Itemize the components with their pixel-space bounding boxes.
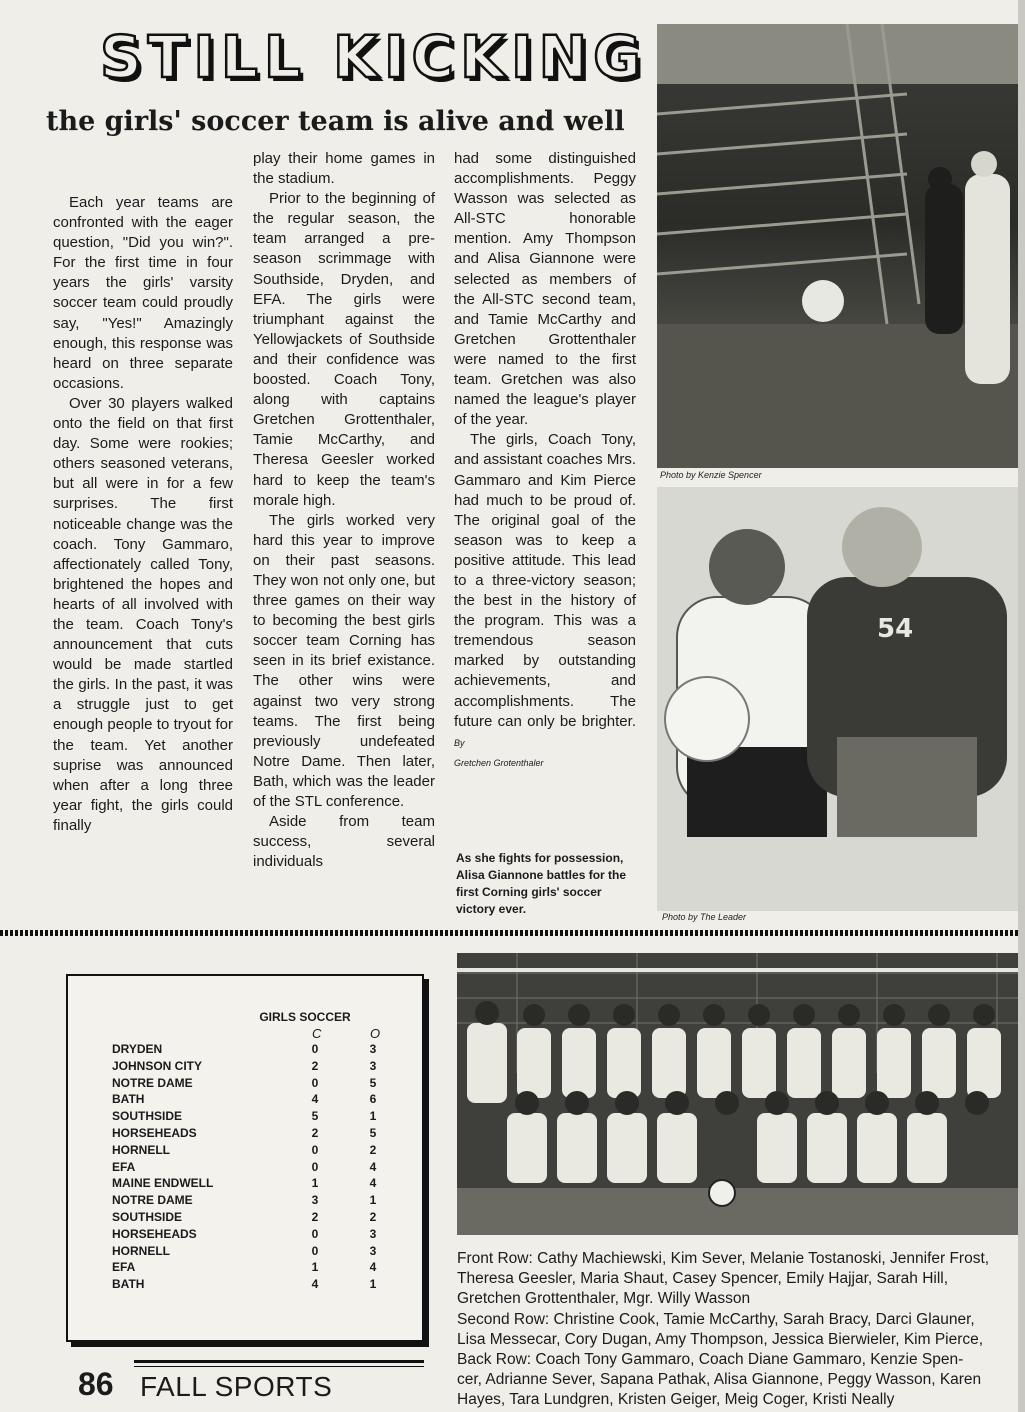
paragraph-continued: play their home games in the stadium. — [253, 150, 435, 188]
score-row — [68, 1176, 422, 1193]
paragraph-continued: had some distinguished accomplishments. Peggy Wasson was selected as All-STC honorable mention. Amy Thompson and Alisa Giannone were selected as members of the All-STC second team, and Tamie McCarthy and Gretchen Grottenthaler were named to the first team. Gretchen was also named the league's player of the year. — [454, 150, 636, 429]
scoreboard-box — [66, 974, 424, 1342]
score-row — [68, 1210, 422, 1227]
paragraph: Aside from team success, several individuals — [253, 813, 435, 871]
photo-credit-bottom: Photo by The Leader — [662, 912, 747, 922]
corning-score: 0 — [311, 1243, 319, 1258]
team-name: EFA — [112, 1159, 136, 1174]
paragraph: Prior to the beginning of the regular season, the team arranged a pre-season scrimmage with Southside, Dryden, and EFA. The girls were triumphant against the Yellowjackets of Southside and their confidence was boosted. Coach Tony, along with captains Gretchen Grottenthaler, Tamie McCarthy, and Theresa Geesler worked hard to keep the team's morale high. — [253, 190, 435, 509]
roster-line: Lisa Messecar, Cory Dugan, Amy Thompson, Jessica Bierwieler, Kim Pierce, — [457, 1330, 984, 1348]
team-roster-caption — [457, 1249, 1025, 1411]
roster-line: Back Row: Coach Tony Gammaro, Coach Diane Gammaro, Kenzie Spen- — [457, 1351, 964, 1369]
opponent-score: 4 — [369, 1176, 377, 1191]
opponent-score: 1 — [369, 1277, 377, 1292]
roster-line: cer, Adrianne Sever, Sapana Pathak, Alisa Giannone, Peggy Wasson, Karen — [457, 1371, 982, 1389]
scoreboard-column-o: O — [370, 1026, 381, 1041]
score-row — [68, 1227, 422, 1244]
action-photo-top — [657, 24, 1021, 468]
roster-line: Theresa Geesler, Maria Shaut, Casey Spencer, Emily Hajjar, Sarah Hill, — [457, 1270, 949, 1288]
roster-line: Hayes, Tara Lundgren, Kristen Geiger, Meig Coger, Kristi Neally — [457, 1391, 895, 1409]
team-name: DRYDEN — [112, 1042, 163, 1056]
roster-line: Second Row: Christine Cook, Tamie McCarthy, Sarah Bracy, Darci Glauner, — [457, 1310, 975, 1328]
score-row — [68, 1160, 422, 1177]
paragraph — [454, 430, 636, 753]
opponent-score: 3 — [369, 1058, 377, 1073]
opponent-score: 3 — [369, 1226, 377, 1241]
opponent-score: 3 — [369, 1042, 377, 1056]
opponent-score: 4 — [369, 1159, 377, 1174]
paragraph: Each year teams are confronted with the eager question, "Did you win?". For the first time in four years the girls' varsity soccer team could proudly say, "Yes!" Amazingly enough, this response was heard on three separate occasions. — [53, 194, 233, 392]
team-name: NOTRE DAME — [112, 1193, 193, 1208]
opponent-score: 1 — [369, 1193, 377, 1208]
opponent-score: 2 — [369, 1142, 377, 1157]
roster-line: Front Row: Cathy Machiewski, Kim Sever, Melanie Tostanoski, Jennifer Frost, — [457, 1250, 990, 1267]
corning-score: 4 — [311, 1277, 319, 1292]
opponent-score: 1 — [369, 1109, 377, 1124]
score-row — [68, 1244, 422, 1261]
opponent-score: 5 — [369, 1075, 377, 1090]
team-name: NOTRE DAME — [112, 1075, 193, 1090]
subheadline: the girls' soccer team is alive and well — [46, 106, 625, 137]
team-name: BATH — [112, 1277, 145, 1292]
team-name: HORNELL — [112, 1142, 170, 1157]
corning-score: 5 — [311, 1109, 319, 1124]
opponent-score: 4 — [369, 1260, 377, 1275]
soccer-ball-icon — [709, 1180, 735, 1206]
score-row — [68, 1277, 422, 1294]
jersey-number: 54 — [877, 614, 914, 644]
page-number: 86 — [78, 1366, 114, 1402]
team-photo — [457, 953, 1021, 1235]
paragraph: Over 30 players walked onto the field on that first day. Some were rookies; others seasoned veterans, but all were in for a few surprises. The first noticeable change was the coach. Tony Gammaro, affectionately called Tony, brightened the hopes and hearts of all involved with the team. Coach Tony's announcement that cuts would be made startled the girls. In the past, it was a struggle just to get enough people to tryout for the team. Yet another suprise was announced when after a long three year fight, the girls could finally — [53, 394, 233, 834]
soccer-action-image — [657, 24, 1021, 468]
soccer-ball-icon — [665, 677, 749, 761]
score-row — [68, 1109, 422, 1126]
article-column-2 — [253, 149, 435, 872]
score-row — [68, 1059, 422, 1076]
corning-score: 2 — [311, 1125, 319, 1140]
opponent-score: 3 — [369, 1243, 377, 1258]
paragraph-text: The girls, Coach Tony, and assistant coaches Mrs. Gammaro and Kim Pierce had much to be proud of. The original goal of the season was to keep a positive attitude. This lead to a three-victory season; the best in the history of the program. This was a tremendous season marked by outstanding achievements, and accomplishments. The future can only be brighter. — [454, 431, 636, 730]
article-column-3 — [454, 149, 636, 773]
score-row — [68, 1092, 422, 1109]
score-row — [68, 1076, 422, 1093]
scoreboard-rows — [68, 1042, 422, 1294]
paragraph: The girls worked very hard this year to improve on their past seasons. They won not only one, but three games on their way to becoming the best girls soccer team Corning has seen in its brief existance. The other wins were against two very strong teams. The first being previously undefeated Notre Dame. Then later, Bath, which was the leader of the STL conference. — [253, 511, 435, 810]
score-row — [68, 1126, 422, 1143]
section-name: FALL SPORTS — [140, 1371, 333, 1402]
corning-score: 1 — [311, 1176, 319, 1191]
dotted-divider — [0, 930, 1025, 936]
corning-score: 4 — [311, 1092, 319, 1107]
article-column-1 — [53, 193, 233, 836]
corning-score: 0 — [311, 1142, 319, 1157]
scoreboard-title: GIRLS SOCCER — [259, 1010, 351, 1024]
corning-score: 2 — [311, 1058, 319, 1073]
team-name: MAINE ENDWELL — [112, 1176, 214, 1191]
corning-score: 0 — [311, 1075, 319, 1090]
corning-score: 3 — [311, 1193, 319, 1208]
ball-possession-image — [657, 487, 1021, 911]
byline-prefix: By — [454, 737, 465, 748]
photo-credit-top: Photo by Kenzie Spencer — [660, 470, 762, 480]
score-row — [68, 1260, 422, 1277]
team-name: JOHNSON CITY — [112, 1058, 203, 1073]
team-name: HORSEHEADS — [112, 1125, 197, 1140]
team-name: HORSEHEADS — [112, 1226, 197, 1241]
corning-score: 1 — [311, 1260, 319, 1275]
team-name: EFA — [112, 1260, 136, 1275]
headline: STILL KICKING — [100, 23, 647, 91]
score-row — [68, 1143, 422, 1160]
opponent-score: 2 — [369, 1209, 377, 1224]
opponent-score: 6 — [369, 1092, 377, 1107]
score-row — [68, 1193, 422, 1210]
team-name: SOUTHSIDE — [112, 1209, 183, 1224]
team-group-image — [457, 953, 1021, 1235]
corning-score: 2 — [311, 1209, 319, 1224]
corning-score: 0 — [311, 1042, 319, 1056]
photo-caption: As she fights for possession, Alisa Giannone battles for the first Corning girls' soccer victory ever. — [456, 851, 627, 916]
byline: Gretchen Grotenthaler — [454, 757, 544, 768]
corning-score: 0 — [311, 1226, 319, 1241]
opponent-score: 5 — [369, 1125, 377, 1140]
team-name: HORNELL — [112, 1243, 170, 1258]
team-name: SOUTHSIDE — [112, 1109, 183, 1124]
page-edge — [1018, 0, 1025, 1412]
soccer-ball-icon — [802, 280, 844, 322]
roster-line: Gretchen Grottenthaler, Mgr. Willy Wasson — [457, 1290, 751, 1308]
corning-score: 0 — [311, 1159, 319, 1174]
team-name: BATH — [112, 1092, 145, 1107]
action-photo-bottom — [657, 487, 1021, 911]
scoreboard-column-c: C — [312, 1026, 322, 1041]
folio-rule — [134, 1360, 424, 1363]
folio-rule-thin — [134, 1366, 424, 1367]
score-row — [68, 1042, 422, 1059]
